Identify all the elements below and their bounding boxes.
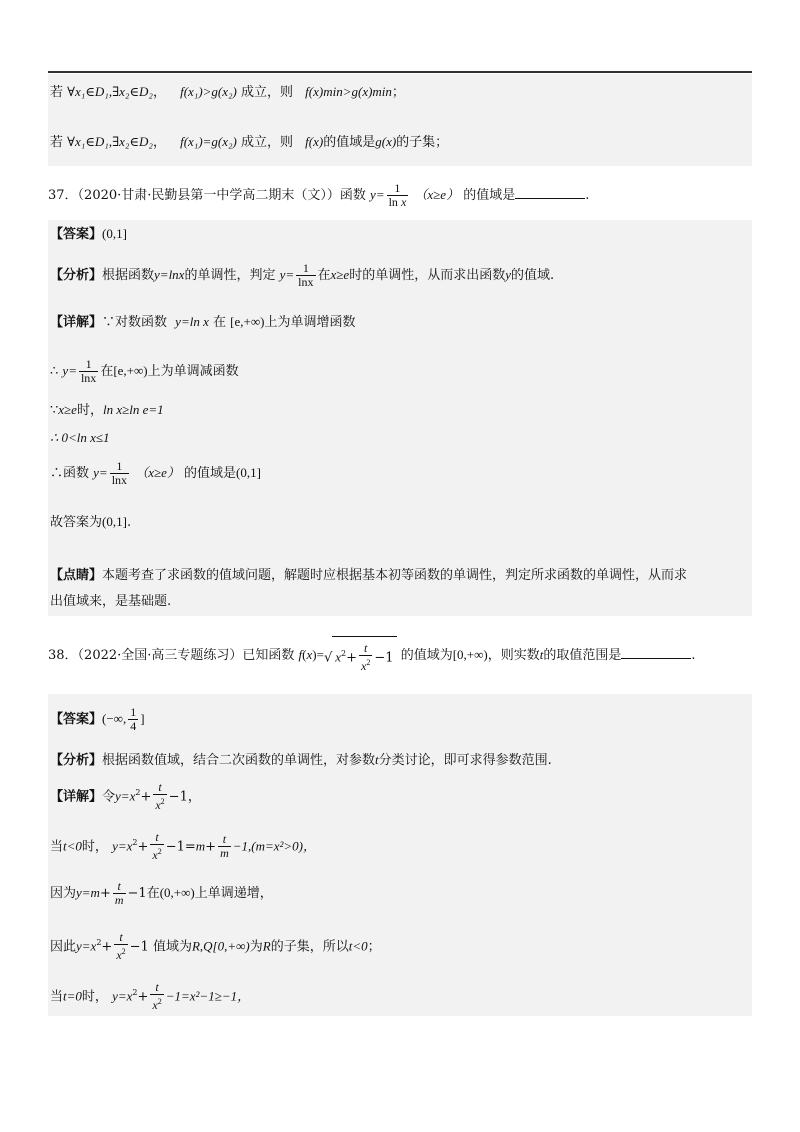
detail-text-b: 在 (213, 315, 227, 330)
analysis-text-d: 时的单调性，从而求出函数 (349, 268, 506, 283)
c3-text-c: 为 (249, 939, 263, 955)
q38-detail: 【详解】令$y=x^2+$ $\frac{t}{x^2}$ −1， (50, 780, 201, 813)
c1-text-b: 时， (81, 839, 108, 855)
quantifier-2: ∀x₁∈D₁,∃x₂∈D₂ (67, 134, 153, 149)
q38-stem-text-d: 的取值范围是 (543, 648, 622, 664)
detail-label: 【详解】 (50, 315, 103, 330)
q38-answer-fraction: $\frac{1}{4}$ (130, 705, 137, 733)
c1-tail: −1,(m=x²>0)， (232, 838, 317, 854)
q38-t: t (539, 647, 544, 663)
q37-step-3 (50, 428, 110, 449)
q37-comment-1 (50, 566, 687, 586)
analysis-y: y (505, 267, 512, 282)
q38-analysis-text: 根据函数值域，结合二次函数的单调性，对参数 (102, 753, 376, 768)
q38-stem-end: . (691, 648, 696, 664)
c4-condition: t=0 (63, 988, 82, 1004)
q37-condition: （x≥e） (414, 187, 460, 202)
analysis-condition: x≥e (330, 267, 350, 282)
analysis-fraction: $\frac{1}{\ln x}$ (298, 261, 314, 289)
c2-text-b: 在 (146, 886, 160, 901)
text-then-1: 成立，则 (241, 85, 294, 100)
c4-tail: −1=x²−1≥−1， (165, 988, 251, 1004)
s4-text-a: ∴函数 (50, 466, 90, 481)
s2-because: ∵ (50, 403, 59, 418)
c1-condition: t<0 (63, 838, 82, 854)
s2-text-b: 时， (76, 403, 103, 418)
condition-line-2: 若 ∀x₁∈D₁,∃x₂∈D₂， f(x₁)=g(x₂) 成立，则 f(x)的值域是g(x)的子集； (50, 134, 449, 150)
q37-solution-panel (48, 220, 752, 616)
analysis-text-b: 的单调性，判定 (184, 268, 276, 283)
q37-stem-end: . (585, 188, 590, 203)
s5-text-a: 故答案为 (50, 515, 103, 530)
s5-value: (0,1] (102, 514, 127, 529)
q38-analysis-end: 分类讨论，即可求得参数范围. (378, 753, 552, 768)
q37-stem-range: 的值域是 (463, 188, 516, 203)
conclusion-2b: g(x) (375, 134, 397, 149)
s1-fraction: $\frac{1}{\ln x}$ (80, 357, 97, 385)
s3-inequality: ∴ 0<ln x≤1 (50, 430, 110, 445)
detail-function: y=ln x (175, 314, 209, 329)
relation-1: f(x₁)>g(x₂) (180, 84, 237, 99)
q37-step-1: ∴ y= $\frac{1}{\ln x}$ 在[e,+∞)上为单调减函数 (50, 357, 239, 385)
q38-detail-a: 令 (102, 789, 116, 805)
conclusion-2a: f(x) (305, 134, 324, 149)
condition-panel (48, 74, 752, 166)
s2-condition: x≥e (58, 402, 77, 417)
q38-stem-text: 38．（2022·全国·高三专题练习）已知函数 (48, 648, 295, 664)
q38-case-3: 因此$y=x^2+$ $\frac{t}{x^2}$ −1 值域为R,Q[0,+∞)为R的子集，所以t<0； (50, 930, 381, 963)
detail-interval: [e,+∞) (230, 314, 265, 329)
q38-solution-panel (48, 694, 752, 1016)
s4-value: (0,1] (236, 465, 261, 480)
s4-text-b: 的值域是 (184, 466, 237, 481)
q37-answer (50, 224, 127, 245)
q37-analysis: 【分析】根据函数y=lnx的单调性，判定 y= $\frac{1}{\ln x}$ 在x≥e时的单调性，从而求出函数y的值域. (50, 261, 555, 289)
text-range-is: 的值域是 (323, 135, 376, 150)
s1-therefore: ∴ (50, 364, 59, 379)
answer-label-38: 【答案】 (50, 712, 103, 727)
q37-answer-blank (515, 184, 585, 199)
q37-step-2 (50, 400, 164, 421)
relation-2: f(x₁)=g(x₂) (180, 134, 237, 149)
s1-text-b: 在 (100, 364, 114, 379)
c4-text-b: 时， (81, 989, 108, 1005)
q38-case-2: 因为y=m+ $\frac{t}{m}$ −1在(0,+∞)上单调递增， (50, 879, 273, 907)
analysis-text-e: 的值域. (511, 268, 555, 283)
detail-text-c: 上为单调增函数 (264, 315, 356, 330)
analysis-text-c: 在 (317, 268, 331, 283)
top-rule (48, 71, 752, 73)
analysis-label: 【分析】 (50, 268, 103, 283)
answer-value: (0,1] (102, 226, 127, 241)
c3-condition: t<0 (348, 938, 368, 954)
q38-answer-a: (−∞, (102, 711, 127, 726)
q38-answer-blank (621, 644, 691, 659)
q38-sqrt: √ $x^2+$ $\frac{t}{x^2}$ −1 (324, 636, 397, 675)
text-ruo-2: 若 (50, 135, 64, 150)
c3-R: R (262, 938, 271, 954)
s2-inequality: ln x≥ln e=1 (102, 402, 164, 417)
c3-text-b: 值域为 (152, 939, 192, 955)
comment-label: 【点睛】 (50, 568, 103, 583)
c2-text-a: 因为 (50, 886, 77, 901)
text-ruo: 若 (50, 85, 64, 100)
q38-case-1: 当t<0时， $y=x^2+$ $\frac{t}{x^2}$ −1=m+ $\frac{t}{m}$ −1,(m=x²>0)， (50, 830, 317, 863)
c3-text-e: ； (367, 939, 381, 955)
c3-text-d: 的子集，所以 (270, 939, 349, 955)
comment-text-2: 出值域来，是基础题. (50, 594, 172, 609)
c3-text-a: 因此 (50, 939, 77, 955)
s5-end: . (126, 515, 132, 530)
analysis-label-38: 【分析】 (50, 753, 103, 768)
text-subset: 的子集； (396, 135, 449, 150)
q38-answer (50, 704, 145, 735)
analysis-text-a: 根据函数 (102, 268, 155, 283)
q37-step-5 (50, 512, 131, 533)
q37-stem: 37．（2020·甘肃·民勤县第一中学高二期末（文））函数 y= $\frac{1}{\text{ln x}}$ （x≥e） 的值域是 . (48, 181, 590, 209)
answer-label: 【答案】 (50, 227, 103, 242)
s1-interval: [e,+∞) (113, 363, 148, 378)
q38-stem-range-text: 的值域为 (400, 648, 453, 664)
s4-fraction: $\frac{1}{\ln x}$ (111, 459, 128, 487)
q37-detail (50, 312, 355, 333)
q38-analysis (50, 750, 552, 771)
detail-label-38: 【详解】 (50, 789, 103, 805)
analysis-function: y=lnx (154, 267, 185, 282)
c4-text-a: 当 (50, 989, 64, 1005)
q38-stem: 38．（2022·全国·高三专题练习）已知函数 f(x)=√ $x^2+$ $\frac{t}{x^2}$ −1 的值域为[0,+∞)，则实数t的取值范围是 . (48, 636, 696, 675)
c3-set: R,Q[0,+∞) (191, 938, 250, 954)
q37-comment-2 (50, 592, 171, 612)
conclusion-1: f(x)min>g(x)min (305, 84, 392, 99)
comment-text-1: 本题考查了求函数的值域问题，解题时应根据基本初等函数的单调性，判定所求函数的单调性，从而求 (102, 568, 688, 583)
q37-stem-text: 37．（2020·甘肃·民勤县第一中学高二期末（文））函数 (48, 188, 366, 203)
s4-condition: （x≥e） (135, 465, 180, 480)
text-then-2: 成立，则 (241, 135, 294, 150)
q38-analysis-t: t (375, 752, 379, 767)
detail-text-a: ∵对数函数 (102, 315, 168, 330)
q37-step-4: ∴函数 y= $\frac{1}{\ln x}$ （x≥e） 的值域是(0,1] (50, 459, 261, 487)
quantifier-1: ∀x₁∈D₁,∃x₂∈D₂ (67, 84, 153, 99)
s1-text-c: 上为单调减函数 (147, 364, 239, 379)
q38-range: [0,+∞) (452, 647, 488, 663)
condition-line-1: 若 ∀x₁∈D₁,∃x₂∈D₂， f(x₁)>g(x₂) 成立，则 f(x)min>g(x)min； (50, 84, 405, 100)
q38-answer-b: ] (140, 711, 145, 726)
c1-text-a: 当 (50, 839, 64, 855)
c2-text-c: 上单调递增， (194, 886, 273, 901)
q37-fraction: $\frac{1}{\text{ln x}}$ (388, 181, 407, 209)
q38-case-4: 当t=0时， $y=x^2+$ $\frac{t}{x^2}$ −1=x²−1≥−1， (50, 980, 251, 1013)
q38-stem-text-c: ，则实数 (487, 648, 540, 664)
c2-interval: (0,+∞) (159, 885, 195, 900)
